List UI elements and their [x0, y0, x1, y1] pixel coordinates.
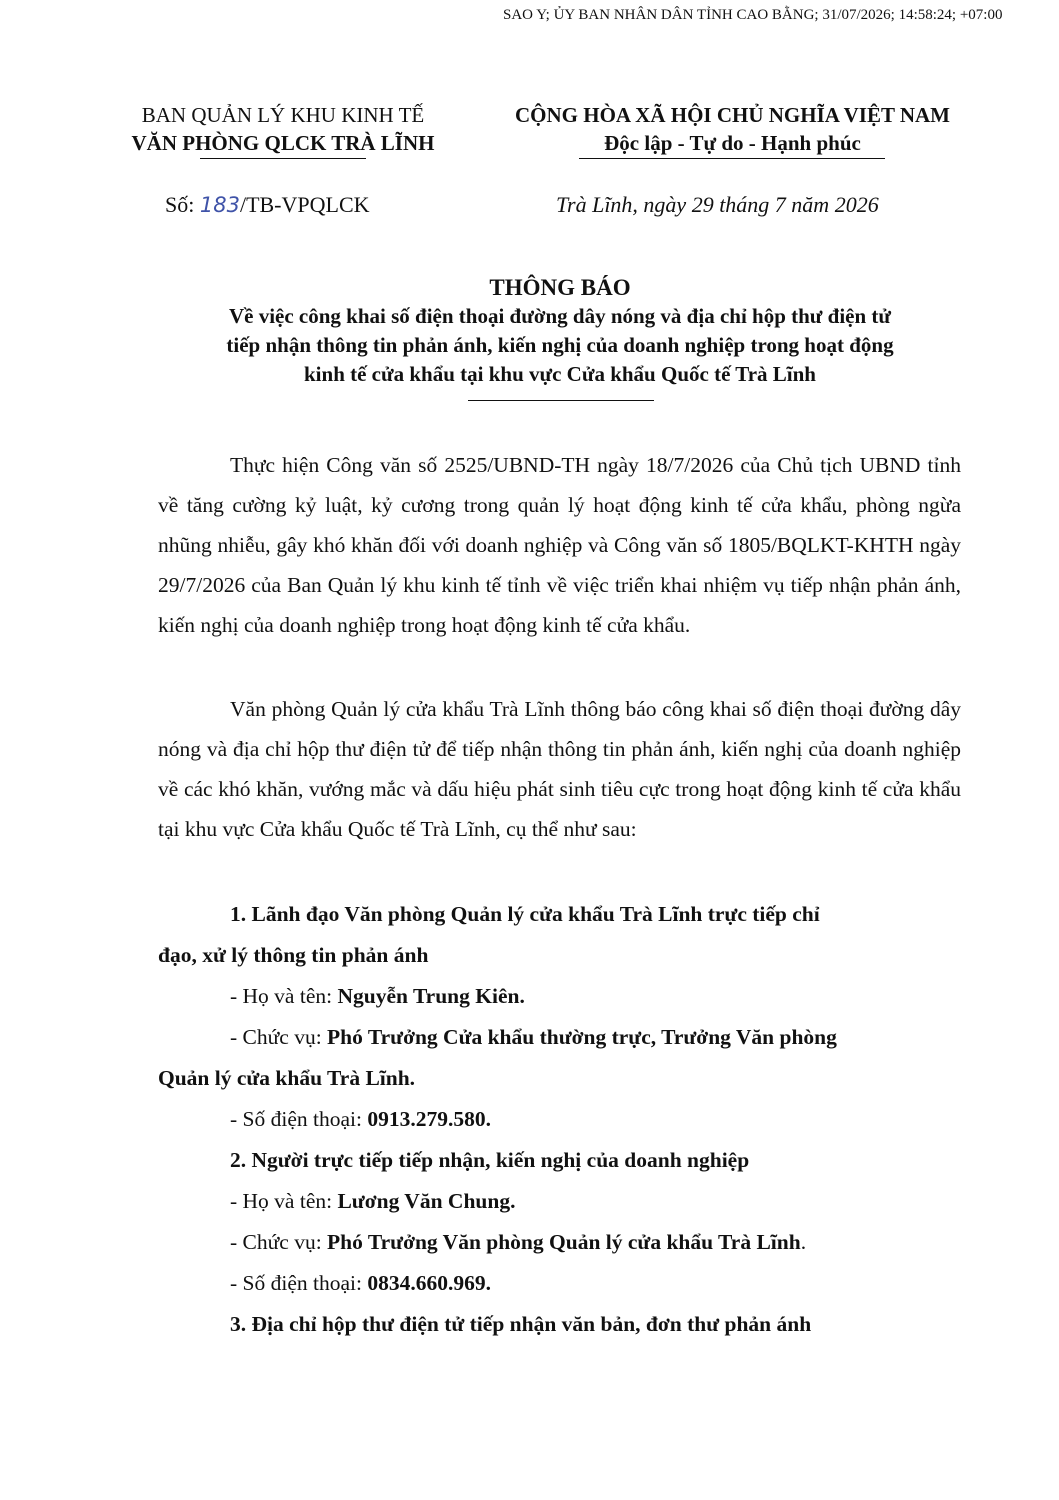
document-title: [120, 273, 1000, 389]
national-header: [480, 101, 985, 157]
org-underline: [200, 158, 366, 159]
paragraph-legal-basis: Thực hiện Công văn số 2525/UBND-TH ngày 18/7/2026 của Chủ tịch UBND tỉnh về tăng cường kỷ luật, kỷ cương trong quản lý hoạt động kinh tế cửa khẩu, phòng ngừa nhũng nhiễu, gây khó khăn đối với doanh nghiệp và Công văn số 1805/BQLKT-KHTH ngày 29/7/2026 của Ban Quản lý khu kinh tế tỉnh về việc triển khai nhiệm vụ tiếp nhận phản ánh, kiến nghị của doanh nghiệp trong hoạt động kinh tế cửa khẩu.: [158, 453, 961, 637]
title-line-3: kinh tế cửa khẩu tại khu vực Cửa khẩu Quốc tế Trà Lĩnh: [304, 362, 816, 386]
place-and-date: Trà Lĩnh, ngày 29 tháng 7 năm 2026: [556, 192, 879, 217]
issuing-organization: [108, 101, 458, 157]
section-1-phone: - Số điện thoại: 0913.279.580.: [230, 1107, 491, 1131]
title-underline: [468, 400, 654, 401]
motto-underline: [579, 158, 885, 159]
section-1-heading-cont: đạo, xử lý thông tin phản ánh: [158, 943, 429, 967]
section-3-heading: 3. Địa chỉ hộp thư điện tử tiếp nhận văn bản, đơn thư phản ánh: [230, 1312, 812, 1336]
country-name: CỘNG HÒA XÃ HỘI CHỦ NGHĨA VIỆT NAM: [514, 103, 951, 127]
section-1-heading: 1. Lãnh đạo Văn phòng Quản lý cửa khẩu Trà Lĩnh trực tiếp chỉ: [230, 902, 820, 926]
national-motto: Độc lập - Tự do - Hạnh phúc: [604, 131, 861, 155]
section-1-position-cont: Quản lý cửa khẩu Trà Lĩnh.: [158, 1066, 416, 1090]
section-2-heading: 2. Người trực tiếp tiếp nhận, kiến nghị của doanh nghiệp: [230, 1148, 750, 1172]
section-1-position: - Chức vụ: Phó Trưởng Cửa khẩu thường trực, Trưởng Văn phòng: [230, 1025, 837, 1049]
paragraph-announcement: Văn phòng Quản lý cửa khẩu Trà Lĩnh thông báo công khai số điện thoại đường dây nóng và địa chỉ hộp thư điện tử để tiếp nhận thông tin phản ánh, kiến nghị của doanh nghiệp về các khó khăn, vướng mắc và dấu hiệu phát sinh tiêu cực trong hoạt động kinh tế cửa khẩu tại khu vực Cửa khẩu Quốc tế Trà Lĩnh, cụ thể như sau:: [158, 697, 961, 841]
digital-copy-stamp: SAO Y; ỦY BAN NHÂN DÂN TỈNH CAO BẰNG; 31/07/2026; 14:58:24; +07:00: [503, 7, 1003, 23]
section-2-name: - Họ và tên: Lương Văn Chung.: [230, 1189, 516, 1213]
document-number: Số: 183/TB-VPQLCK: [165, 192, 370, 217]
document-type: THÔNG BÁO: [489, 275, 631, 300]
section-1-name: - Họ và tên: Nguyễn Trung Kiên.: [230, 984, 525, 1008]
handwritten-number: 183: [199, 193, 240, 217]
title-line-2: tiếp nhận thông tin phản ánh, kiến nghị của doanh nghiệp trong hoạt động: [226, 333, 894, 357]
organization-name: VĂN PHÒNG QLCK TRÀ LĨNH: [131, 131, 435, 155]
title-line-1: Về việc công khai số điện thoại đường dây nóng và địa chỉ hộp thư điện tử: [228, 304, 892, 328]
parent-organization: BAN QUẢN LÝ KHU KINH TẾ: [141, 103, 425, 127]
section-2-position: - Chức vụ: Phó Trưởng Văn phòng Quản lý cửa khẩu Trà Lĩnh.: [230, 1230, 807, 1254]
section-2-phone: - Số điện thoại: 0834.660.969.: [230, 1271, 491, 1295]
